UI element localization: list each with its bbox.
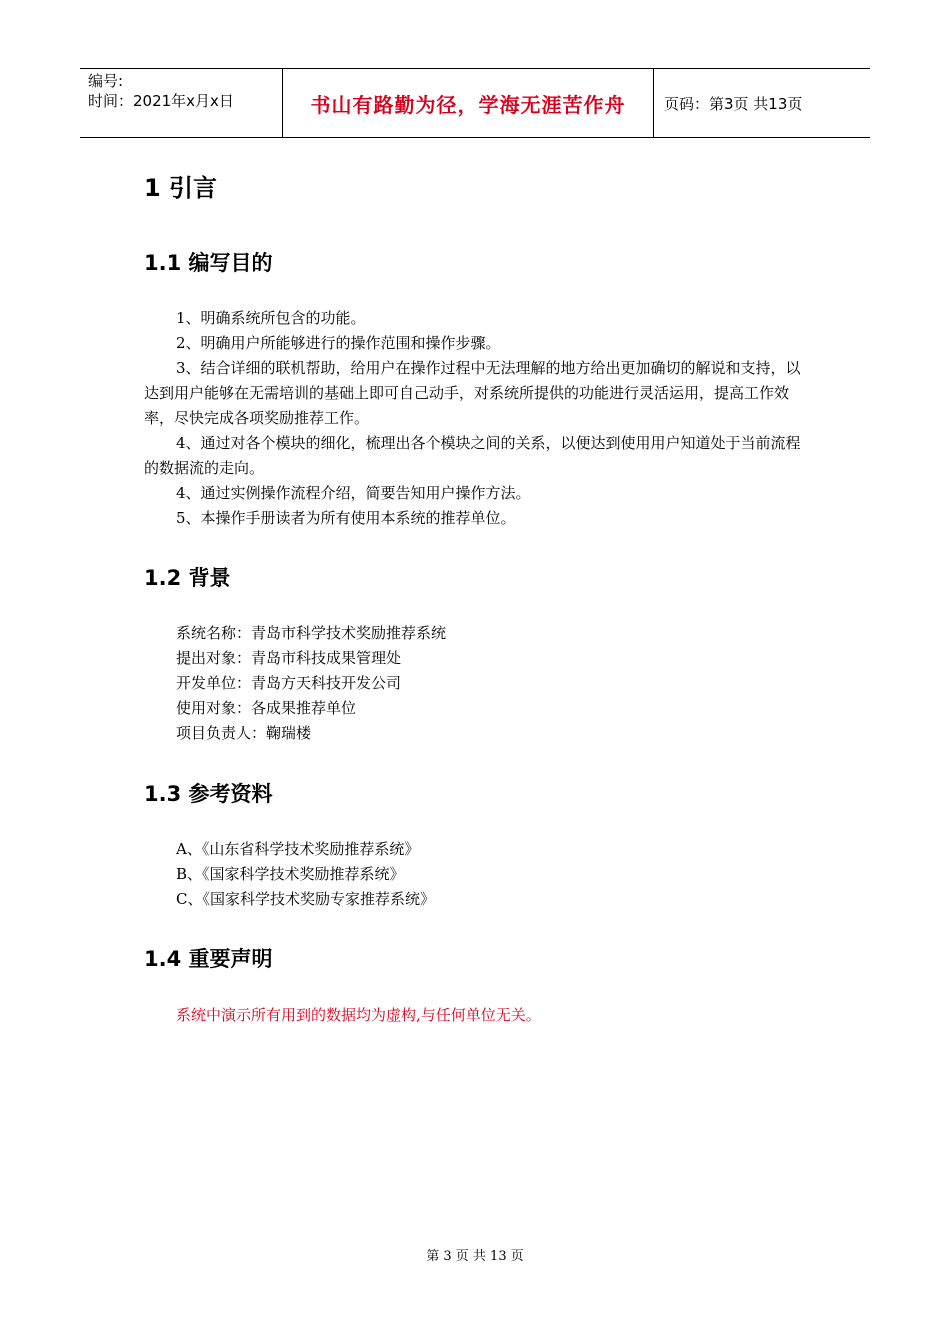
background-line: 项目负责人：鞠瑞楼 [176, 724, 312, 742]
list-item: 4、通过对各个模块的细化，梳理出各个模块之间的关系，以便达到使用用户知道处于当前流程的数据流的走向。 [144, 434, 801, 477]
chapter-title: 1 引言 [144, 174, 218, 202]
reference-item: A、《山东省科学技术奖励推荐系统》 [176, 840, 420, 858]
header-motto: 书山有路勤为径，学海无涯苦作舟 [282, 69, 654, 137]
number-label: 编号: [88, 72, 124, 90]
background-line: 开发单位：青岛方天科技开发公司 [176, 674, 402, 692]
background-line: 使用对象：各成果推荐单位 [176, 699, 357, 717]
section-heading-1-4: 1.4 重要声明 [144, 947, 273, 971]
page-footer: 第 3 页 共 13 页 [426, 1249, 524, 1264]
list-item: 4、通过实例操作流程介绍，简要告知用户操作方法。 [176, 484, 531, 502]
section-heading-1-1: 1.1 编写目的 [144, 251, 273, 275]
reference-item: C、《国家科学技术奖励专家推荐系统》 [176, 890, 435, 908]
section-1-1-body [144, 306, 810, 531]
reference-item: B、《国家科学技术奖励推荐系统》 [176, 865, 405, 883]
list-item: 1、明确系统所包含的功能。 [176, 309, 366, 327]
date-line: 时间：2021年x月x日 [88, 92, 234, 110]
header-page-info: 页码：第3页 共13页 [664, 94, 803, 113]
page-header [80, 68, 870, 138]
background-line: 提出对象：青岛市科技成果管理处 [176, 649, 402, 667]
list-item: 2、明确用户所能够进行的操作范围和操作步骤。 [176, 334, 501, 352]
section-heading-1-3: 1.3 参考资料 [144, 782, 273, 806]
background-line: 系统名称：青岛市科学技术奖励推荐系统 [176, 624, 447, 642]
header-meta [80, 69, 282, 137]
list-item: 5、本操作手册读者为所有使用本系统的推荐单位。 [176, 509, 516, 527]
list-item: 3、结合详细的联机帮助，给用户在操作过程中无法理解的地方给出更加确切的解说和支持，以达到用户能够在无需培训的基础上即可自己动手，对系统所提供的功能进行灵活运用，提高工作效率，尽快完成各项奖励推荐工作。 [144, 359, 801, 427]
section-heading-1-2: 1.2 背景 [144, 566, 231, 590]
disclaimer-statement: 系统中演示所有用到的数据均为虚构,与任何单位无关。 [176, 1006, 541, 1024]
